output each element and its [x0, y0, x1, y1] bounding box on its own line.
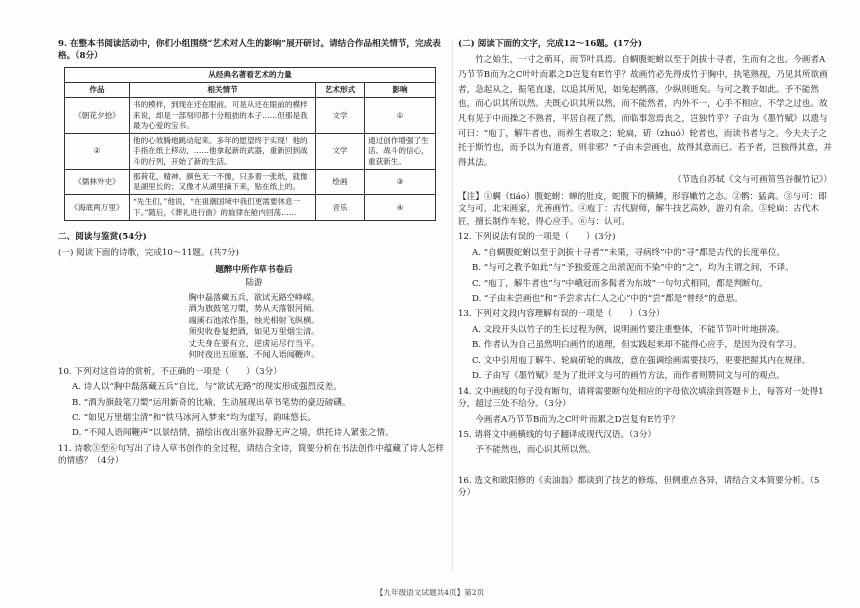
- cell-plot: “先生们，”他说，“在祖潮国境中我们更需要休息一下。”随后，《葬礼进行曲》的旋律在舱内回荡……: [130, 195, 316, 221]
- q13-option-a[interactable]: A. 文段开头以竹子的生长过程为例，说明画竹要注重整体，不能节节叶叶地拼凑。: [472, 324, 785, 335]
- poem-line: 酒为旗鼓笔刀槊，势从天落银河倾。: [188, 303, 320, 314]
- table-header-row: [65, 83, 436, 98]
- right-column: [458, 38, 832, 503]
- table-row: [65, 195, 436, 221]
- q9-prompt: 9. 在整本书阅读活动中，你们小组围绕“艺术对人生的影响”展开研讨。请结合作品相关情节，完成表格。（8分）: [58, 39, 441, 62]
- cell-plot: 那荷花，精神、颜色无一不像，只多着一张纸，就像是湖里长的；又像才从湖里摘下来，贴在纸上的。: [130, 169, 316, 195]
- cell-work: 《儒林外史》: [65, 169, 130, 195]
- page-footer: 【九年级语文试题共4页】第2页: [375, 588, 485, 597]
- q12-prompt: 12. 下列说法有误的一项是（ ）(3分): [458, 232, 616, 243]
- q15-prompt: 15. 请将文中画横线的句子翻译成现代汉语。（3分）: [458, 430, 657, 441]
- section-2-title: 二、阅读与鉴赏(54分): [58, 231, 147, 242]
- art-influence-table: [64, 67, 436, 221]
- header-work: 作品: [65, 83, 130, 98]
- q13-option-b[interactable]: B. 作者认为自己虽然明白画竹的道理，但实践起来却不能得心应手，是因为没有学习。: [472, 340, 802, 351]
- poem-line: 须臾收卷复把酒，如见万里烟尘清。: [188, 326, 320, 337]
- cell-work-blank[interactable]: ②: [65, 134, 130, 170]
- q16-prompt: 16. 选文和欧阳修的《卖油翁》都谈到了技艺的修炼，但侧重点各异，请结合文本简要分析。（5分）: [458, 475, 820, 499]
- table-row: [65, 169, 436, 195]
- cell-plot: 他的心效腾地跳动起来。多年的愿望终于实现！他的手指在纸上移动，……他拿起新的武器，重新回到战斗的行列，开始了新的生活。: [130, 134, 316, 170]
- table-caption: 从经典名著看艺术的力量: [65, 67, 436, 82]
- cell-effect-blank[interactable]: ①: [365, 98, 436, 134]
- poem-line: 端溪石池浓作墨，烛光相射飞纵横。: [188, 314, 320, 325]
- poem-line: 何时夜出五原塞，不闻人语闻鞭声。: [188, 349, 320, 360]
- cell-form: 文学: [316, 134, 365, 170]
- q13-option-c[interactable]: C. 文中引用庖丁解牛、轮扁斫轮的典故，意在强调绘画需要技巧，更要把握其内在规律。: [472, 355, 811, 366]
- q11-prompt: 11. 诗歌③至⑥句写出了诗人草书创作的全过程，请结合全诗，简要分析在书法创作中蕴藏了诗人怎样的情感？（4分）: [58, 443, 444, 467]
- table-row: [65, 98, 436, 134]
- section-2-1-title: (一) 阅读下面的诗歌，完成10～11题。(共7分): [58, 248, 239, 259]
- q10-prompt: 10. 下列对这首诗的赏析，不正确的一项是（ ）（3分）: [58, 366, 282, 377]
- left-column: [58, 38, 450, 471]
- section-2-2-title: (二) 阅读下面的文字，完成12～16题。(17分): [458, 39, 643, 49]
- column-divider: [452, 40, 453, 570]
- passage-source: （节选自苏轼《文与可画筼筜谷偃竹记》）: [673, 175, 832, 186]
- cell-effect: 通过创作增强了生活、战斗的信心，重获新生。: [365, 134, 436, 170]
- classical-passage: 竹之始生，一寸之萌耳，而节叶具焉。自蜩腹蛇蚹以至于剑拔十寻者，生而有之也。今画者A乃节节B而为之C叶叶而累之D岂复有E竹乎？故画竹必先得成竹于胸中，执笔熟视，乃见其所欲画者，急起从之，振笔直遂，以追其所见，如兔起鹘落，少纵则逝矣。与可之教予如此。予不能然也，而心识其所以然。夫既心识其所以然，而不能然者，内外不一，心手不相应，不学之过也。故凡有见于中而操之不熟者，平居自视了然，而临事忽焉丧之，岂独竹乎？子由为《墨竹赋》以遗与可曰：“庖丁，解牛者也，而养生者取之；轮扁，斫（zhuó）轮者也，而读书者与之。今夫夫子之托于斯竹也，而予以为有道者，则非邪？”子由未尝画也，故得其意而已。若予者，岂独得其意，并得其法。: [458, 55, 832, 168]
- q12-option-d[interactable]: D. “子由未尝画也”和“予尝求古仁人之心”中的“尝”都是“曾经”的意思。: [472, 293, 743, 304]
- q14-prompt: 14. 文中画线的句子没有断句，请将需要断句处相应的字母依次填涂到答题卡上，每答对一处得1分，超过三处不给分。（3分）: [458, 386, 824, 410]
- q14-sentence: 今画者A乃节节B而为之C叶叶而累之D岂复有E竹乎？: [475, 414, 680, 425]
- table-row: [65, 134, 436, 170]
- cell-work: 《海底两万里》: [65, 195, 130, 221]
- cell-form: 文学: [316, 98, 365, 134]
- q10-option-a[interactable]: A. 诗人以“胸中磊落藏五兵”自比，与“欲试无路”的现实形成强烈反差。: [72, 382, 342, 393]
- cell-plot: 书的模样，到现在还在眼前。可是从还在眼前的模样来说，却是一部刻印都十分粗拙的本子……但那是我最为心爱的宝书。: [130, 98, 316, 134]
- header-effect: 影响: [365, 83, 436, 98]
- passage-notes: 【注】①蜩（tiáo）腹蛇蚹：蝉的肚皮，蛇腹下的横鳞，形容嫩竹之态。②鹘：猛禽。③与可：即文与可，北宋画家，尤善画竹。④庖丁：古代厨师，解牛技艺高妙，游刃有余。⑤轮扁：古代木匠，擅长制作车轮，得心应手。⑥与：认可。: [458, 191, 827, 227]
- poem-line: 丈夫身在要有立，逆虏运尽行当平。: [188, 337, 320, 348]
- poem-title: 题醉中所作草书卷后: [215, 264, 293, 275]
- poem-author: 陆游: [245, 278, 263, 289]
- q15-sentence: 予不能然也，而心识其所以然。: [475, 445, 596, 456]
- cell-effect-blank[interactable]: ④: [365, 195, 436, 221]
- cell-form: 绘画: [316, 169, 365, 195]
- poem-line: 胸中磊落藏五兵，欲试无路空峥嵘。: [188, 291, 320, 302]
- q13-prompt: 13. 下列对文段内容理解有误的一项是（ ）（3分）: [458, 309, 665, 320]
- q10-option-b[interactable]: B. “酒为旗鼓笔刀槊”运用新奇的比喻，生动展现出草书笔势的豪迈磅礴。: [72, 397, 351, 408]
- q12-option-a[interactable]: A. “自蜩腹蛇蚹以至于剑拔十寻者”“未果，寻病终”中的“寻”都是古代的长度单位。: [472, 247, 786, 258]
- cell-form: 音乐: [316, 195, 365, 221]
- q13-option-d[interactable]: D. 子由写《墨竹赋》是为了批评文与可的画竹方法，而作者则赞同文与可的观点。: [472, 371, 785, 382]
- q12-option-b[interactable]: B. “与可之教予如此”与“予独爱莲之出淤泥而不染”中的“之”，均为主谓之间，不译。: [472, 263, 794, 274]
- cell-effect-blank[interactable]: ③: [365, 169, 436, 195]
- q10-option-d[interactable]: D. “不闻人语闻鞭声”以景结情，描绘出夜出塞外寂静无声之境，烘托诗人紧张之情。: [72, 428, 394, 439]
- header-form: 艺术形式: [316, 83, 365, 98]
- cell-work: 《朝花夕拾》: [65, 98, 130, 134]
- header-plot: 相关情节: [130, 83, 316, 98]
- q10-option-c[interactable]: C. “如见万里烟尘清”和“铁马冰河入梦来”均为虚写，韵味悠长。: [72, 412, 317, 423]
- q12-option-c[interactable]: C. “庖丁，解牛者也”与“中峨冠而多髯者为东坡”一句句式相同，都是判断句。: [472, 278, 768, 289]
